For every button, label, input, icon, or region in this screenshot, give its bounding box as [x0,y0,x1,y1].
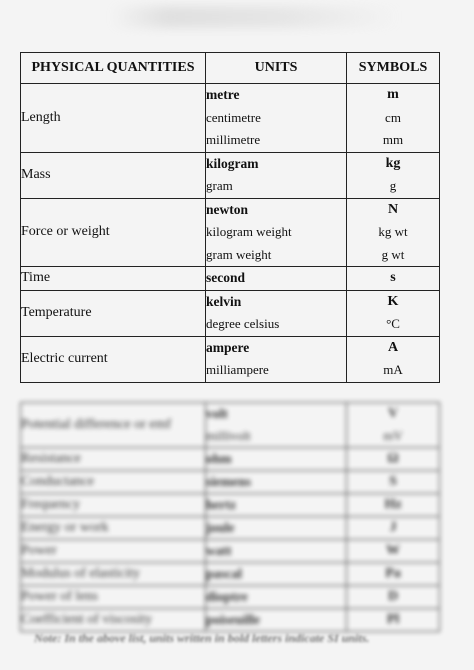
header-units: UNITS [206,53,347,84]
symbol-cell [347,267,440,291]
table-row [21,198,440,267]
symbol-line: W [386,543,400,558]
symbol-cell [347,609,440,632]
unit-line: kilogram weight [206,224,292,239]
unit-cell [206,471,347,494]
symbol-cell [347,471,440,494]
unit-line: siemens [206,474,251,489]
units-table [20,52,440,383]
unit-line: gram [206,178,233,193]
symbol-cell [347,290,440,336]
symbol-cell [347,494,440,517]
symbol-line: Pa [385,566,401,581]
symbol-line: kg wt [378,224,408,239]
table-body-continued [21,403,440,632]
unit-line: millivolt [206,428,251,443]
table-row [21,84,440,153]
unit-cell [206,198,347,267]
symbol-line: A [387,339,399,355]
table-row [21,152,440,198]
symbol-line: K [387,293,399,309]
symbol-cell [347,152,440,198]
unit-cell [206,563,347,586]
symbol-line: mA [383,362,403,377]
table-row [21,563,440,586]
unit-cell [206,448,347,471]
symbol-line: g wt [381,246,405,262]
table-body [21,84,440,383]
unit-line: metre [206,87,240,102]
symbol-line: D [387,589,399,604]
unit-cell [206,336,347,382]
unit-cell [206,84,347,153]
unit-line: centimetre [206,109,261,125]
table-row [21,267,440,291]
blurred-region [0,402,474,670]
quantity-cell: Modulus of elasticity [21,563,206,586]
unit-line: joule [206,520,235,535]
symbol-line: kg [385,155,401,171]
unit-line: pascal [206,566,243,581]
table-row [21,448,440,471]
unit-line: kelvin [206,293,242,309]
symbol-line: Pl [386,612,400,627]
quantity-cell: Length [21,84,206,153]
symbol-line: N [387,201,399,217]
unit-line: kilogram [206,155,259,171]
unit-cell [206,586,347,609]
symbol-line: s [390,270,396,285]
unit-line: millimetre [206,132,261,147]
unit-line: ohm [206,451,232,466]
table-row [21,471,440,494]
quantity-cell: Time [21,267,206,291]
symbol-line: J [389,520,397,535]
symbol-line: m [387,87,399,102]
symbol-cell [347,403,440,448]
symbol-line: °C [386,316,400,331]
unit-line: milliampere [206,362,269,377]
symbol-cell [347,586,440,609]
unit-line: hertz [206,497,236,512]
smudged-header [110,6,400,28]
quantity-cell: Conductance [21,471,206,494]
quantity-cell: Coefficient of viscosity [21,609,206,632]
header-symbols: SYMBOLS [347,53,440,84]
symbol-cell [347,84,440,153]
unit-cell [206,609,347,632]
table-row [21,494,440,517]
unit-line: ampere [206,339,250,355]
quantity-cell: Force or weight [21,198,206,267]
quantity-cell: Potential difference or emf [21,403,206,448]
quantity-cell: Power of lens [21,586,206,609]
unit-cell [206,267,347,291]
symbol-cell [347,336,440,382]
unit-line: poiseuille [206,612,261,627]
header-physical-quantities: PHYSICAL QUANTITIES [21,53,206,84]
table-row [21,586,440,609]
quantity-cell: Mass [21,152,206,198]
unit-cell [206,540,347,563]
unit-line: volt [206,406,228,421]
table-row [21,609,440,632]
symbol-line: S [389,474,397,489]
unit-line: second [206,270,246,285]
symbol-cell [347,198,440,267]
units-table-continued [20,402,440,632]
symbol-cell [347,448,440,471]
unit-line: degree celsius [206,316,280,331]
symbol-cell [347,563,440,586]
unit-cell [206,494,347,517]
table-header-row [21,53,440,84]
unit-line: newton [206,201,249,217]
unit-line: gram weight [206,246,272,262]
quantity-cell: Resistance [21,448,206,471]
unit-cell [206,290,347,336]
quantity-cell: Power [21,540,206,563]
quantity-cell: Temperature [21,290,206,336]
si-units-note: Note: In the above list, units written in bold letters indicate SI units. [34,631,370,645]
table-row [21,290,440,336]
quantity-cell: Electric current [21,336,206,382]
symbol-cell [347,540,440,563]
table-row [21,517,440,540]
table-row [21,336,440,382]
symbol-line: Hz [384,497,402,512]
quantity-cell: Energy or work [21,517,206,540]
symbol-line: V [387,406,399,421]
unit-cell [206,517,347,540]
table-row [21,403,440,448]
table-row [21,540,440,563]
symbol-line: mm [382,132,404,147]
symbol-line: g [389,178,397,193]
unit-line: dioptre [206,589,248,604]
unit-cell [206,152,347,198]
unit-line: watt [206,543,232,558]
symbol-line: cm [385,109,401,125]
symbol-line: Ω [387,451,399,466]
symbol-line: mV [383,428,403,443]
symbol-cell [347,517,440,540]
quantity-cell: Frequency [21,494,206,517]
unit-cell [206,403,347,448]
